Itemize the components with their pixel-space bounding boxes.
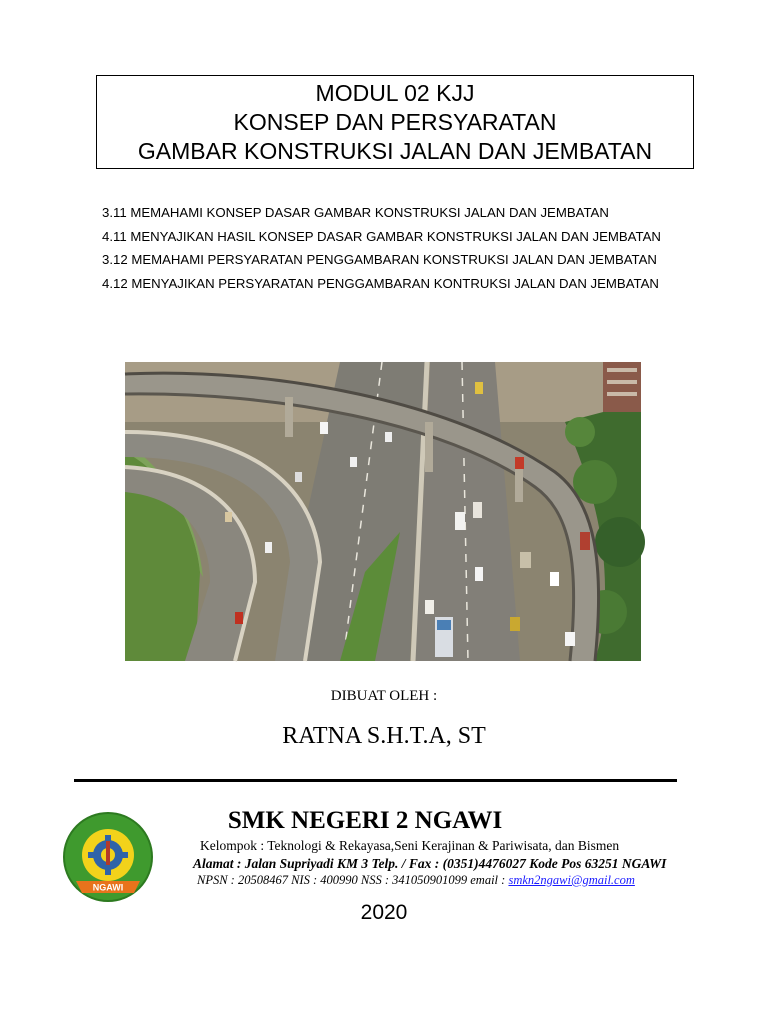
competency-item: 3.11 MEMAHAMI KONSEP DASAR GAMBAR KONSTRUKSI JALAN DAN JEMBATAN <box>102 205 609 220</box>
school-identifiers <box>197 873 635 888</box>
competency-list <box>102 201 661 295</box>
school-name: SMK NEGERI 2 NGAWI <box>227 807 503 834</box>
author-name: RATNA S.H.T.A, ST <box>282 723 486 749</box>
school-id-numbers: NPSN : 20508467 NIS : 400990 NSS : 341050901099 email : <box>197 873 509 887</box>
module-code: MODUL 02 KJJ <box>315 80 475 106</box>
module-topic: KONSEP DAN PERSYARATAN <box>233 109 557 135</box>
competency-item: 4.11 MENYAJIKAN HASIL KONSEP DASAR GAMBAR KONSTRUKSI JALAN DAN JEMBATAN <box>102 228 661 244</box>
module-subject: GAMBAR KONSTRUKSI JALAN DAN JEMBATAN <box>137 138 653 164</box>
competency-item: 3.12 MEMAHAMI PERSYARATAN PENGGAMBARAN KONSTRUKSI JALAN DAN JEMBATAN <box>102 252 657 267</box>
module-title-box <box>96 75 694 169</box>
school-logo <box>62 804 154 907</box>
made-by-label: DIBUAT OLEH : <box>330 688 438 704</box>
school-address: Alamat : Jalan Supriyadi KM 3 Telp. / Fax : (0351)4476027 Kode Pos 63251 NGAWI <box>193 856 667 871</box>
school-email-link[interactable]: smkn2ngawi@gmail.com <box>508 873 635 887</box>
logo-banner-text: NGAWI <box>92 882 124 893</box>
divider-line <box>74 779 677 782</box>
competency-item: 4.12 MENYAJIKAN PERSYARATAN PENGGAMBARAN KONTRUKSI JALAN DAN JEMBATAN <box>102 275 659 291</box>
highway-interchange-photo <box>125 362 641 661</box>
logo-arc-text: SMK NEGERI 2 <box>62 804 136 814</box>
publication-year: 2020 <box>360 901 408 924</box>
school-group: Kelompok : Teknologi & Rekayasa,Seni Kerajinan & Pariwisata, dan Bismen <box>200 838 620 853</box>
